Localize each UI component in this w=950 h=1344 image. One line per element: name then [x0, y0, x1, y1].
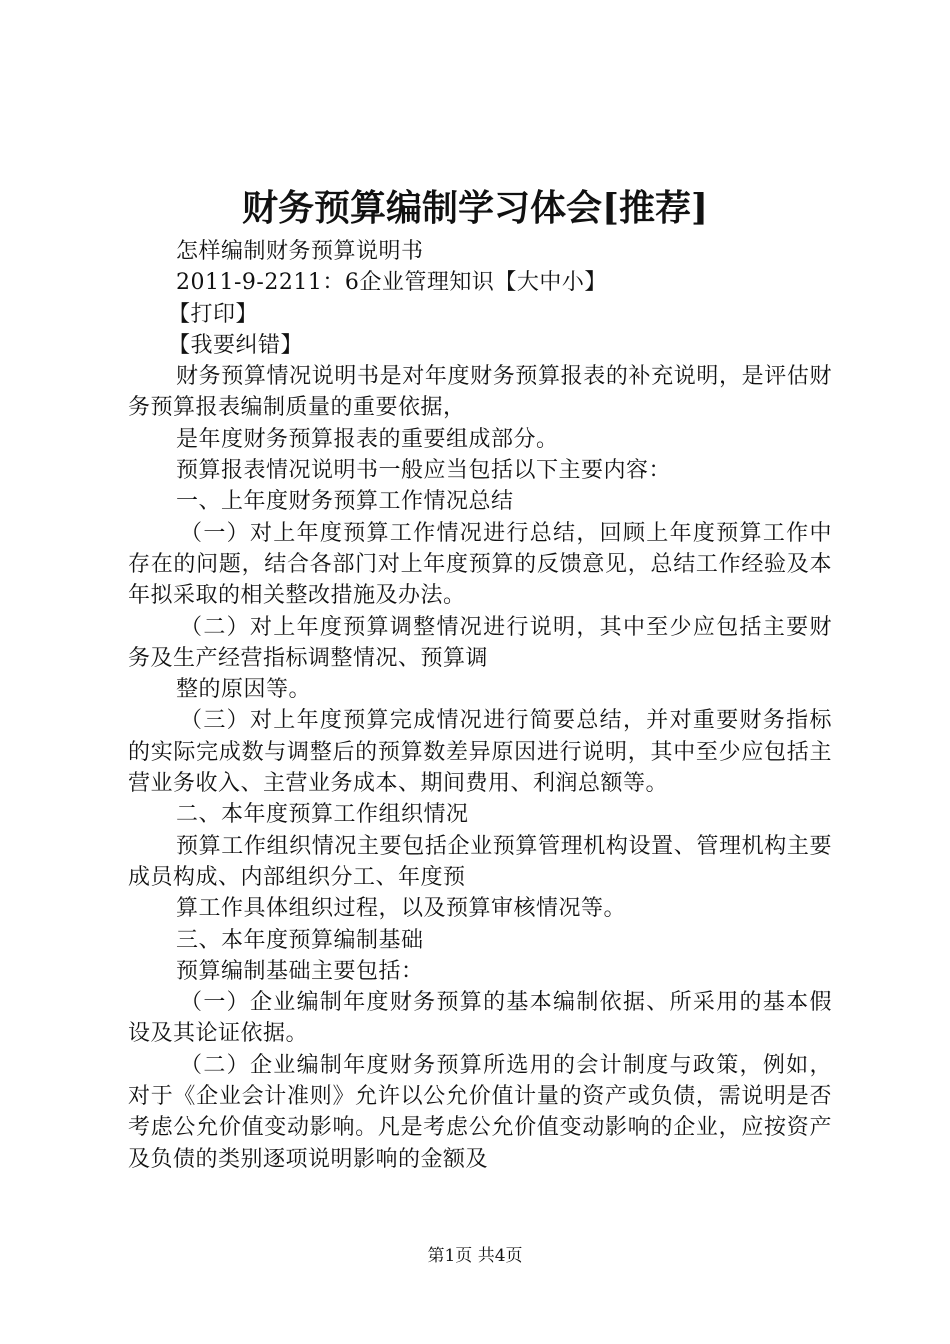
- paragraph: 财务预算情况说明书是对年度财务预算报表的补充说明，是评估财务预算报表编制质量的重要依据，: [128, 364, 832, 421]
- paragraph: 二、本年度预算工作组织情况: [176, 802, 469, 828]
- paragraph: 是年度财务预算报表的重要组成部分。: [176, 426, 559, 452]
- page-footer: 第1页 共4页: [427, 1246, 523, 1266]
- paragraph: 三、本年度预算编制基础: [176, 927, 424, 953]
- paragraph: 预算编制基础主要包括：: [176, 958, 424, 984]
- paragraph: 【打印】: [168, 301, 259, 327]
- paragraph: （二）对上年度预算调整情况进行说明，其中至少应包括主要财务及生产经营指标调整情况、预算调: [128, 614, 832, 671]
- paragraph: （一）企业编制年度财务预算的基本编制依据、所采用的基本假设及其论证依据。: [128, 990, 832, 1047]
- paragraph: 整的原因等。: [176, 677, 312, 703]
- paragraph: 2011-9-2211：6企业管理知识【大中小】: [176, 270, 607, 296]
- paragraph: （一）对上年度预算工作情况进行总结，回顾上年度预算工作中存在的问题，结合各部门对上年度预算的反馈意见，总结工作经验及本年拟采取的相关整改措施及办法。: [128, 520, 832, 609]
- paragraph: 【我要纠错】: [168, 332, 304, 358]
- paragraph: 预算报表情况说明书一般应当包括以下主要内容：: [176, 458, 672, 484]
- paragraph: 怎样编制财务预算说明书: [176, 239, 424, 264]
- paragraph: 算工作具体组织过程，以及预算审核情况等。: [176, 896, 627, 922]
- paragraph: （三）对上年度预算完成情况进行简要总结，并对重要财务指标的实际完成数与调整后的预算数差异原因进行说明，其中至少应包括主营业务收入、主营业务成本、期间费用、利润总额等。: [128, 708, 832, 797]
- paragraph: 预算工作组织情况主要包括企业预算管理机构设置、管理机构主要成员构成、内部组织分工、年度预: [128, 833, 832, 890]
- paragraph: （二）企业编制年度财务预算所选用的会计制度与政策，例如，对于《企业会计准则》允许以公允价值计量的资产或负债，需说明是否考虑公允价值变动影响。凡是考虑公允价值变动影响的企业，应按资产及负债的类别逐项说明影响的金额及: [128, 1052, 832, 1172]
- document-body: [128, 236, 832, 1175]
- document-title: 财务预算编制学习体会[推荐]: [241, 187, 709, 229]
- paragraph: 一、上年度财务预算工作情况总结: [176, 489, 514, 515]
